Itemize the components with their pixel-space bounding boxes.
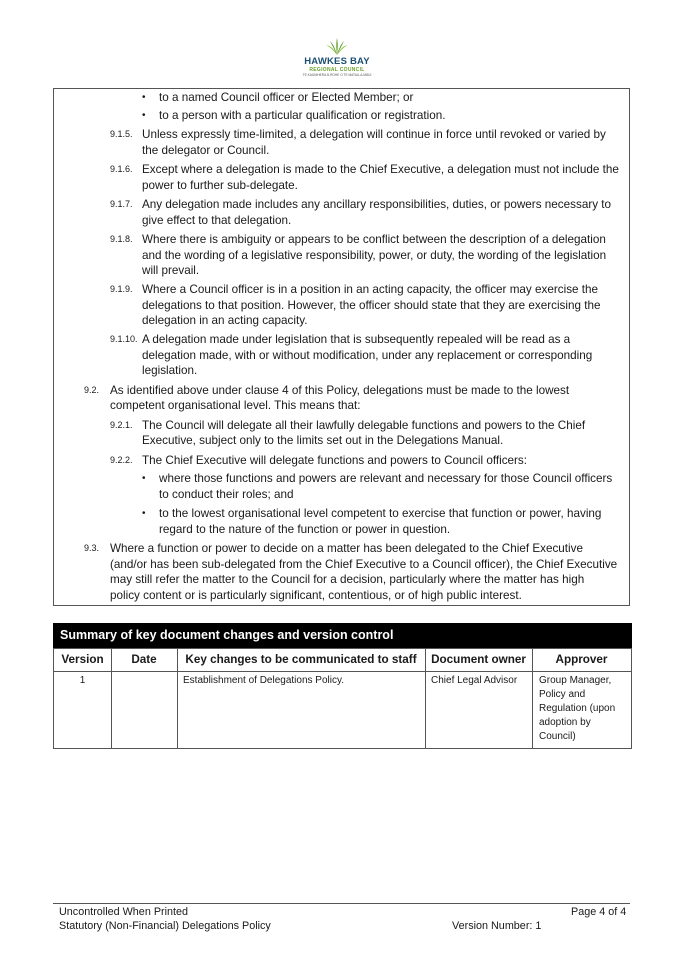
clause-number: 9.1.7. [110,199,133,209]
bullet-marker: • [142,473,146,484]
clause-number: 9.1.8. [110,234,133,244]
cell-approver: Regulation (upon [539,703,616,714]
clause-text: Where a function or power to decide on a matter has been delegated to the Chief Executive [110,542,583,555]
clause-number: 9.2.2. [110,455,133,465]
logo-name: HAWKES BAY [304,56,370,67]
clause-text: (and/or has been sub-delegated from the Chief Executive to a Council officer), the Chief Executive [110,558,618,571]
clause-text: power to further sub-delegate. [142,179,298,192]
footer-document-title: Statutory (Non-Financial) Delegations Policy [59,920,271,932]
column-header-date: Date [131,653,157,666]
bullet-text: to the lowest organisational level competent to exercise that function or power, having [159,507,602,520]
clause-number: 9.2.1. [110,420,133,430]
clause-number: 9.1.10. [110,334,138,344]
clause-text: the delegator or Council. [142,144,270,157]
cell-key-changes: Establishment of Delegations Policy. [183,675,345,686]
cell-approver: Council) [539,731,576,742]
clause-number: 9.1.6. [110,164,133,174]
footer-version-number: Version Number: 1 [452,920,542,932]
clause-number: 9.1.5. [110,129,133,139]
bullet-marker: • [142,508,146,519]
bullet-text: to conduct their roles; and [159,488,294,501]
clause-number: 9.2. [84,385,100,395]
version-table [53,648,632,749]
clause-text: A delegation made under legislation that is subsequently repealed will be read as a [142,333,571,346]
clause-text: may still refer the matter to the Council for a decision, particularly where the matter has high [110,573,585,586]
bullet-marker: • [142,110,146,121]
cell-version: 1 [79,675,86,686]
clause-text: Any delegation made includes any ancillary responsibilities, duties, or powers necessary to [142,198,612,211]
bullet-text: to a named Council officer or Elected Member; or [159,91,414,104]
clause-text: The Council will delegate all their lawfully delegable functions and powers to the Chief [142,419,586,432]
column-header-key-changes: Key changes to be communicated to staff [185,653,417,666]
council-logo [296,38,378,78]
clause-text: and the wording of a legislative responsibility, power, or duty, the wording of the legislation [142,249,607,262]
cell-approver: Group Manager, [539,675,612,686]
table-divider [54,671,631,672]
clause-text: legislation. [142,364,198,377]
cell-approver: adoption by [539,717,591,728]
clause-text: delegation in an acting capacity. [142,314,308,327]
clause-text: As identified above under clause 4 of this Policy, delegations must be made to the lowest [110,384,570,397]
clause-text: give effect to that delegation. [142,214,292,227]
version-table-title: Summary of key document changes and version control [53,623,632,648]
clause-number: 9.3. [84,543,100,553]
bullet-text: regard to the nature of the function or power in question. [159,523,451,536]
footer-uncontrolled: Uncontrolled When Printed [59,906,189,918]
clause-text: Except where a delegation is made to the Chief Executive, a delegation must not include the [142,163,619,176]
clause-number: 9.1.9. [110,284,133,294]
footer-divider [53,903,630,904]
footer-page-number: Page 4 of 4 [571,906,627,918]
clause-text: delegations to that position. However, the officer should state that they are exercising the [142,299,601,312]
column-header-document-owner: Document owner [431,653,526,666]
cell-approver: Policy and [539,689,586,700]
clause-text: Unless expressly time-limited, a delegation will continue in force until revoked or varied by [142,128,606,141]
bullet-text: to a person with a particular qualification or registration. [159,109,446,122]
leaf-icon [324,38,350,56]
logo-subtitle: REGIONAL COUNCIL [309,67,365,73]
bullet-marker: • [142,92,146,103]
logo-tagline: TE KAUNIHERA Ā-ROHE O TE MATAU-A-MĀUI [302,73,372,77]
cell-document-owner: Chief Legal Advisor [431,675,518,686]
clause-text: The Chief Executive will delegate functions and powers to Council officers: [142,454,528,467]
column-header-approver: Approver [555,653,608,666]
column-header-version: Version [61,653,104,666]
clause-text: Where there is ambiguity or appears to be conflict between the description of a delegation [142,233,606,246]
clause-text: competent organisational level. This means that: [110,399,361,412]
clause-text: Executive, subject only to the limits set out in the Delegations Manual. [142,434,504,447]
clause-text: will prevail. [142,264,200,277]
clause-text: policy content or is particularly significant, contentious, or of high public interest. [110,589,522,602]
clause-text: delegation made, with or without modification, under any replacement or corresponding [142,349,593,362]
bullet-text: where those functions and powers are relevant and necessary for those Council officers [159,472,613,485]
clause-text: Where a Council officer is in a position in an acting capacity, the officer may exercise the [142,283,599,296]
